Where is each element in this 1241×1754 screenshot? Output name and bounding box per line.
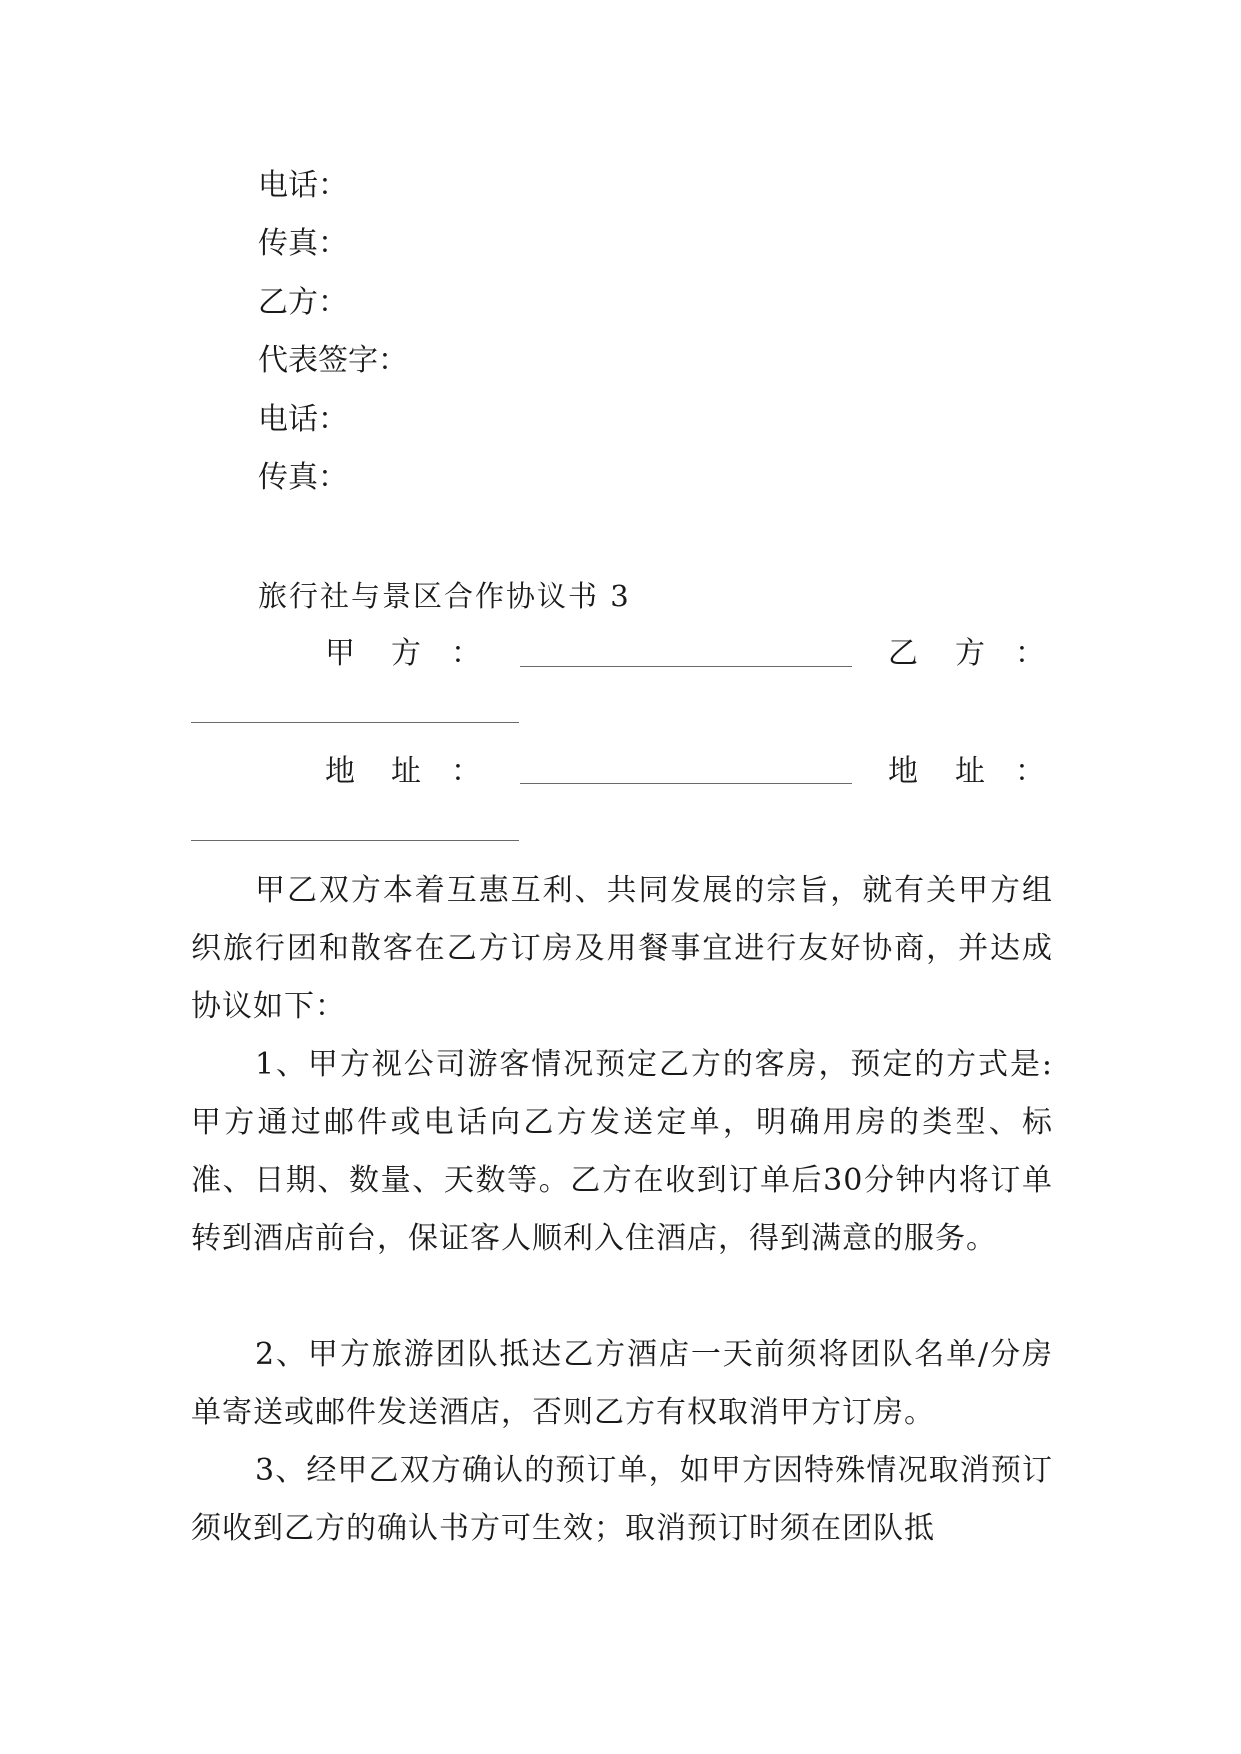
address-a-char-1: 地	[325, 754, 355, 789]
clause-3-paragraph: 3、经甲乙双方确认的预订单，如甲方因特殊情况取消预订须收到乙方的确认书方可生效；取消预订时须在团队抵	[191, 1453, 1053, 1546]
address-b-colon: ：	[1015, 754, 1045, 789]
fax-label-1: 传真：	[258, 226, 348, 261]
clause-2-paragraph: 2、甲方旅游团队抵达乙方酒店一天前须将团队名单/分房单寄送或邮件发送酒店，否则乙方有权取消甲方订房。	[191, 1337, 1053, 1430]
intro-paragraph: 甲乙双方本着互惠互利、共同发展的宗旨，就有关甲方组织旅行团和散客在乙方订房及用餐事宜进行友好协商，并达成协议如下：	[191, 873, 1053, 1024]
address-a-blank	[520, 783, 852, 784]
party-b-label: 乙方：	[258, 285, 348, 320]
representative-signature-label: 代表签字：	[258, 343, 408, 378]
phone-label-2: 电话：	[258, 402, 348, 437]
party-b-blank	[191, 722, 519, 723]
fax-label-2: 传真：	[258, 460, 348, 495]
party-a-char-1: 甲	[325, 636, 355, 671]
party-b-char-1: 乙	[888, 636, 918, 671]
address-a-colon: ：	[451, 754, 481, 789]
clause-1-paragraph: 1、甲方视公司游客情况预定乙方的客房，预定的方式是:甲方通过邮件或电话向乙方发送定单，明确用房的类型、标准、日期、数量、天数等。乙方在收到订单后30分钟内将订单转到酒店前台，保证客人顺利入住酒店，得到满意的服务。	[191, 1047, 1053, 1256]
party-b-colon: ：	[1015, 636, 1045, 671]
phone-label-1: 电话：	[258, 168, 348, 203]
party-a-char-2: 方	[391, 636, 421, 671]
address-b-blank	[191, 840, 519, 841]
agreement-title: 旅行社与景区合作协议书 3	[258, 579, 631, 613]
address-b-char-1: 地	[888, 754, 918, 789]
party-a-colon: ：	[451, 636, 481, 671]
party-a-blank	[520, 666, 852, 667]
party-b-char-2: 方	[955, 636, 985, 671]
address-a-char-2: 址	[391, 754, 421, 789]
address-b-char-2: 址	[955, 754, 985, 789]
